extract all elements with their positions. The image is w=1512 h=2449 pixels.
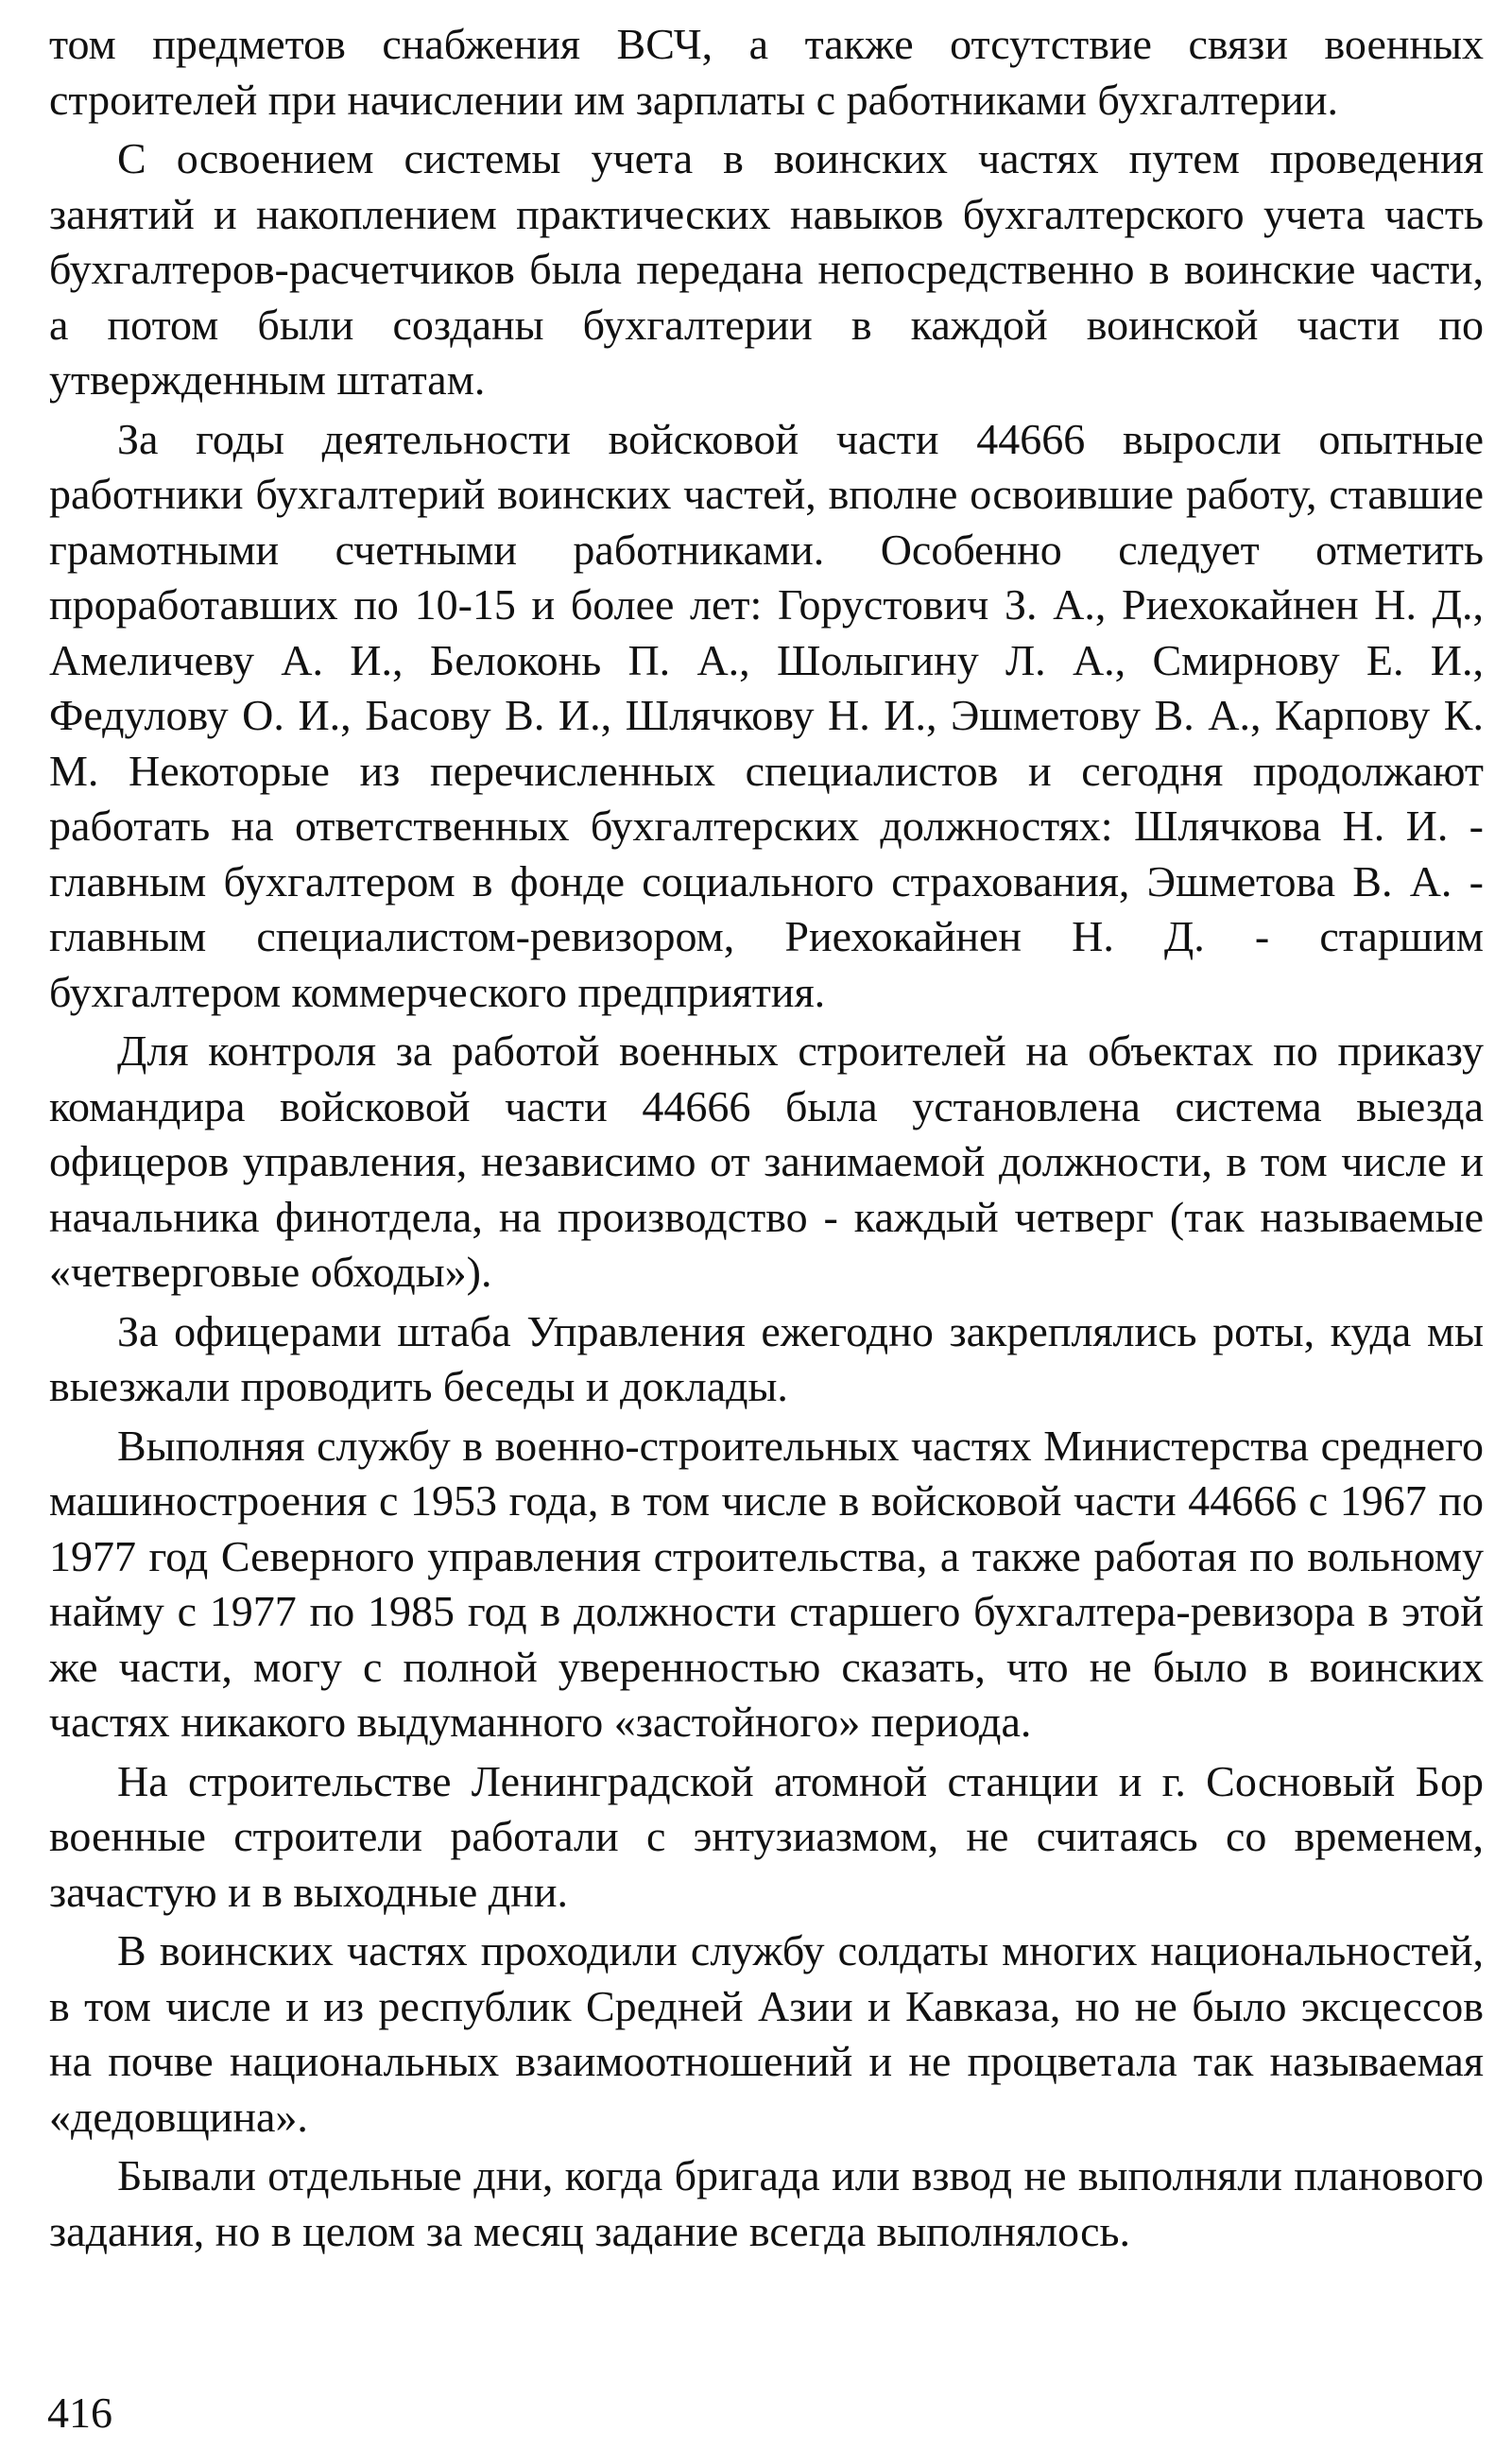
paragraph-1: том предметов снабжения ВСЧ, а также отсутствие связи военных строителей при начислении им зарплаты с работниками бухгалтерии.	[49, 20, 1484, 124]
paragraph-3: За годы деятельности войсковой части 44666 выросли опытные работники бухгалтерий воинских частей, вполне освоившие работу, ставшие грамотными счетными работниками. Особенно следует отметить проработавших по 10-15 и более лет: Горустович З. А., Риехокайнен Н. Д., Амеличеву А. И., Белоконь П. А., Шолыгину Л. А., Смирнову Е. И., Федулову О. И., Басову В. И., Шлячкову Н. И., Эшметову В. А., Карпову К. М. Некоторые из перечисленных специалистов и сегодня продолжают работать на ответственных бухгалтерских должностях: Шлячкова Н. И. - главным бухгалтером в фонде социального страхования, Эшметова В. А. - главным специалистом-ревизором, Риехокайнен Н. Д. - старшим бухгалтером коммерческого предприятия.	[49, 414, 1484, 1016]
page-number: 416	[47, 2389, 112, 2437]
paragraph-5: За офицерами штаба Управления ежегодно закреплялись роты, куда мы выезжали проводить беседы и доклады.	[49, 1306, 1484, 1410]
paragraph-2: С освоением системы учета в воинских частях путем проведения занятий и накоплением практических навыков бухгалтерского учета часть бухгалтеров-расчетчиков была передана непосредственно в воинские части, а потом были созданы бухгалтерии в каждой воинской части по утвержденным штатам.	[49, 134, 1484, 404]
paragraph-6: Выполняя службу в военно-строительных частях Министерства среднего машиностроения с 1953 года, в том числе в войсковой части 44666 с 1967 по 1977 год Северного управления строительства, а также работая по вольному найму с 1977 по 1985 год в должности старшего бухгалтера-ревизора в этой же части, могу с полной уверенностью сказать, что не было в воинских частях никакого выдуманного «застойного» периода.	[49, 1421, 1484, 1746]
paragraph-8: В воинских частях проходили службу солдаты многих национальностей, в том числе и из республик Средней Азии и Кавказа, но не было эксцессов на почве национальных взаимоотношений и не процветала так называемая «дедовщина».	[49, 1926, 1484, 2141]
paragraph-7: На строительстве Ленинградской атомной станции и г. Сосновый Бор военные строители работали с энтузиазмом, не считаясь со временем, зачастую и в выходные дни.	[49, 1756, 1484, 1916]
paragraph-4: Для контроля за работой военных строителей на объектах по приказу командира войсковой части 44666 была установлена система выезда офицеров управления, независимо от занимаемой должности, в том числе и начальника финотдела, на производство - каждый четверг (так называемые «четверговые обходы»).	[49, 1026, 1484, 1296]
paragraph-9: Бывали отдельные дни, когда бригада или взвод не выполняли планового задания, но в целом за месяц задание всегда выполнялось.	[49, 2151, 1484, 2255]
body-text	[49, 17, 1484, 2263]
